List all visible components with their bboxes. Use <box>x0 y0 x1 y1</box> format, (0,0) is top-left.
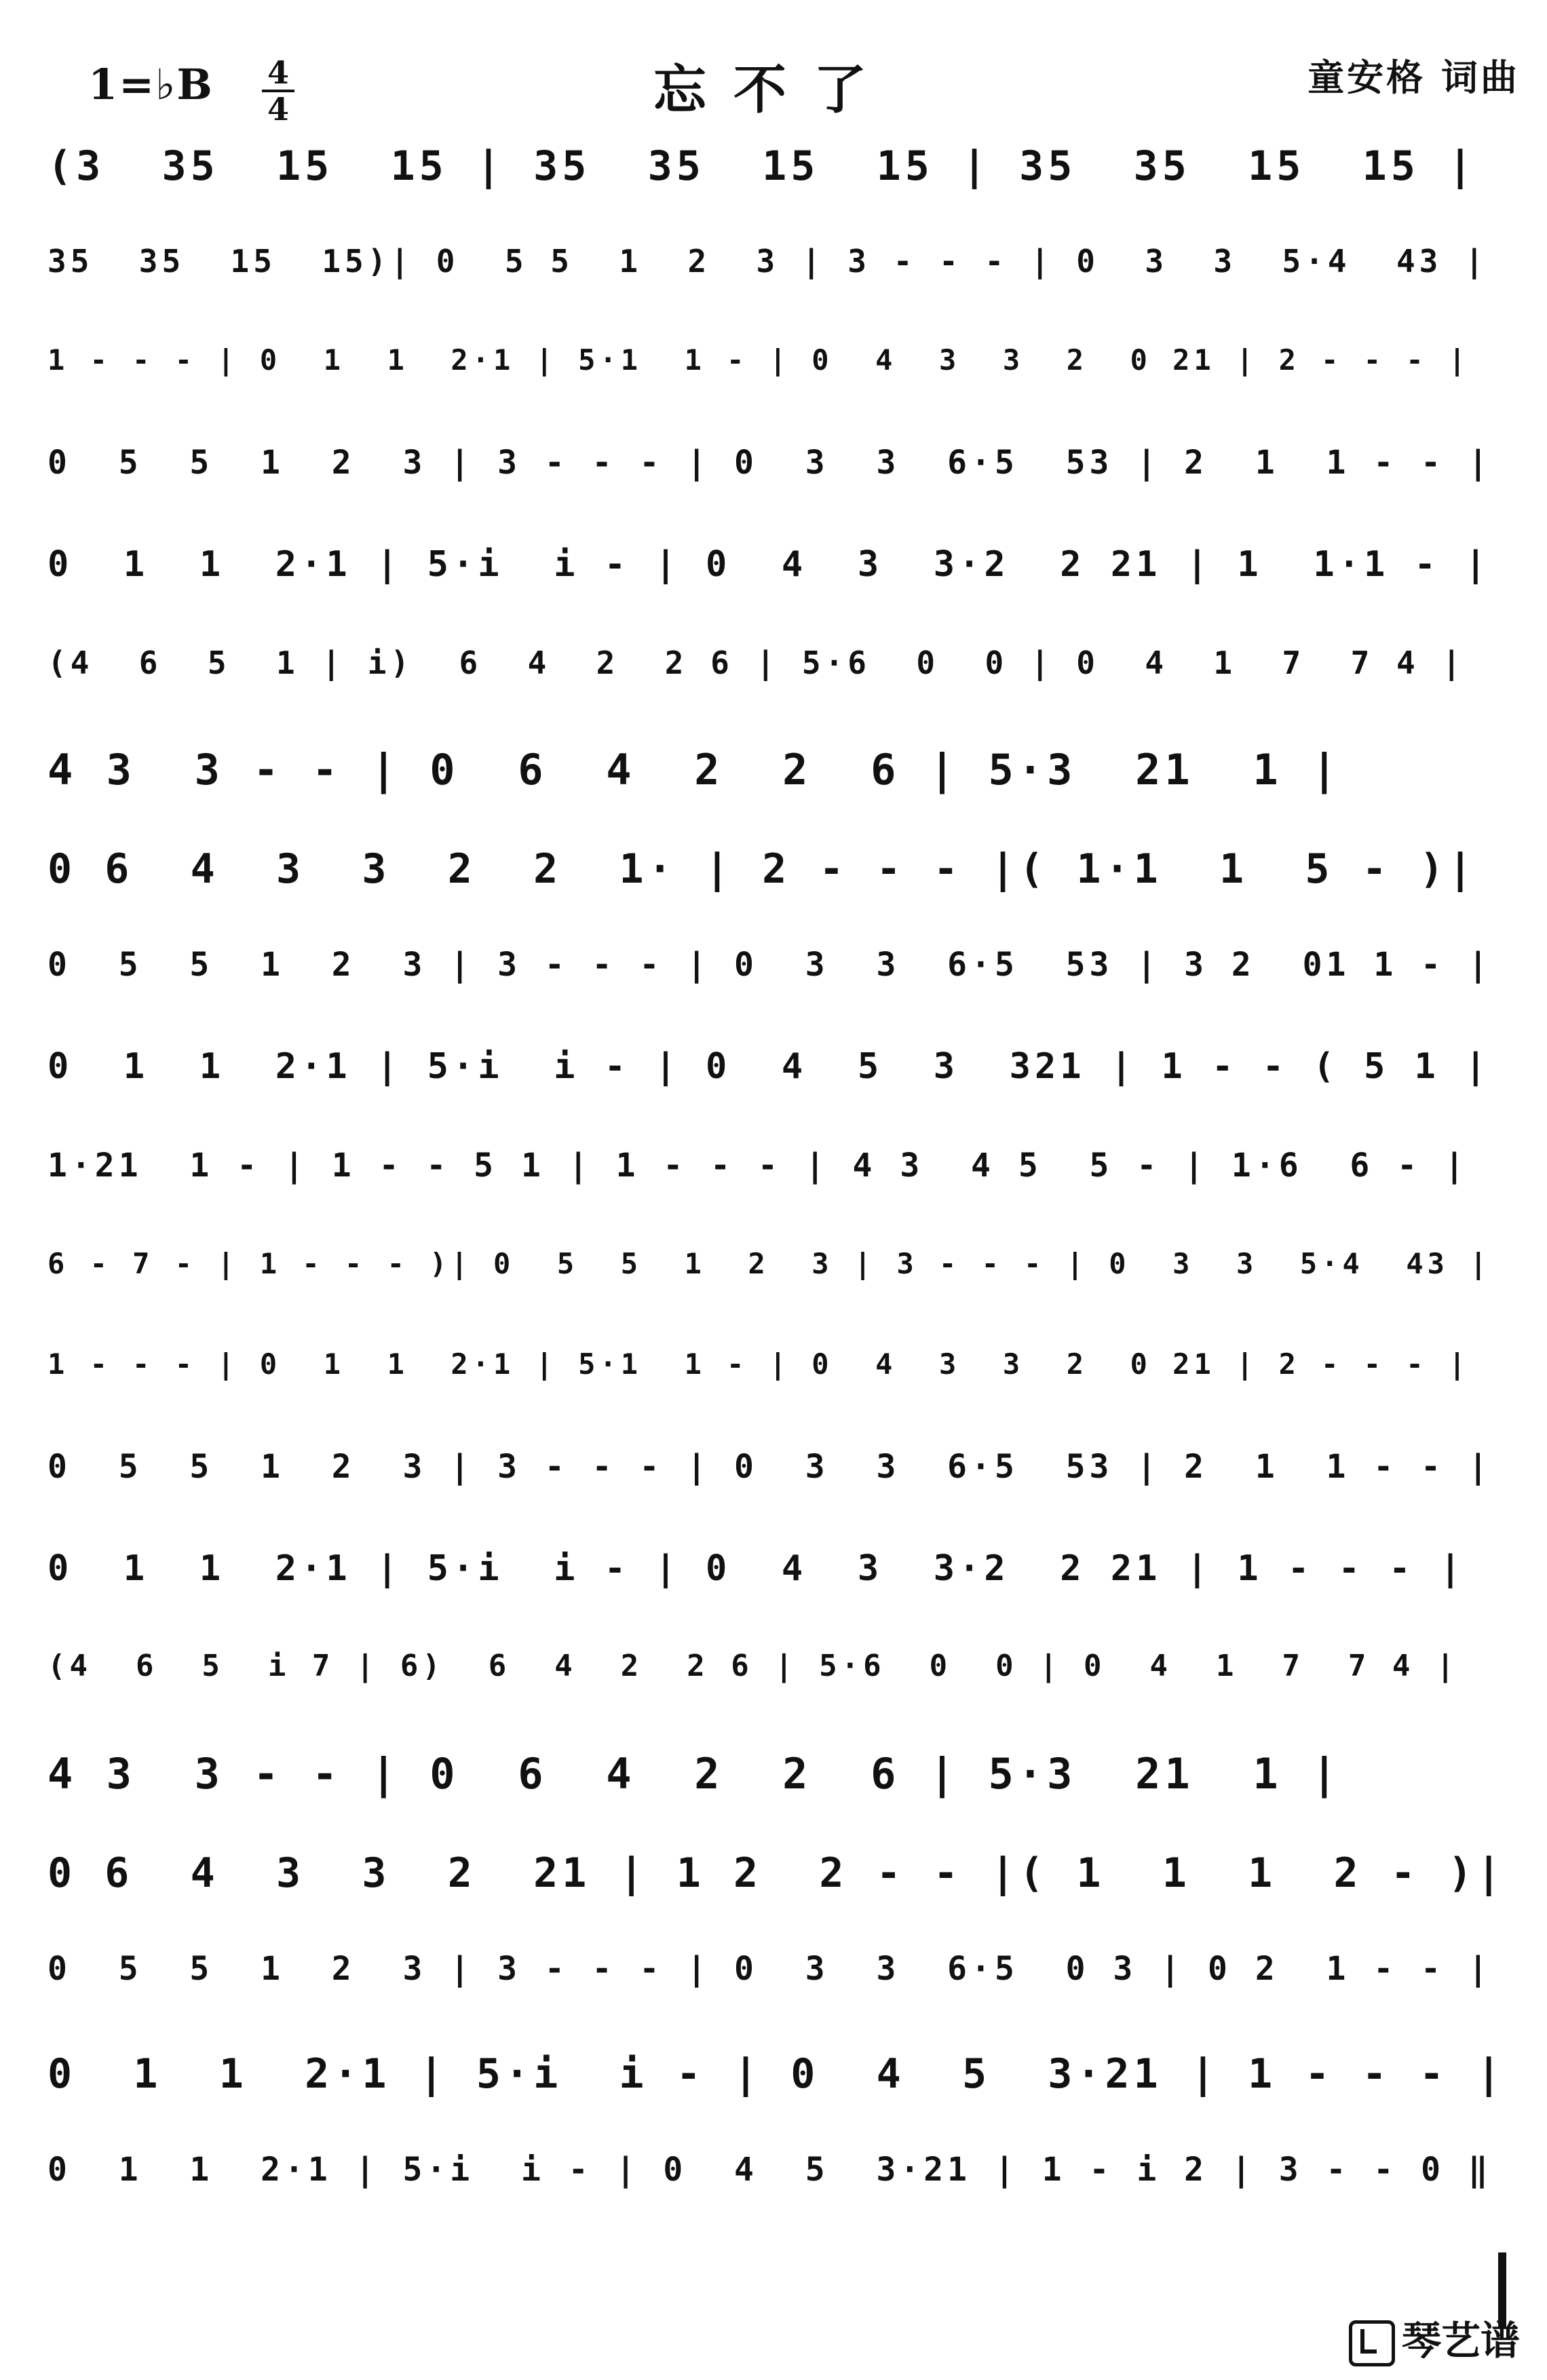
key-signature: 1=♭B <box>88 60 214 109</box>
notation-row <box>41 1541 1513 1609</box>
notation-line: 0 1 1 2·1 | 5·i i - | 0 4 3 3·2 2 21 | 1 1·1 - | <box>47 544 1491 585</box>
notation-line: 0 1 1 2·1 | 5·i i - | 0 4 3 3·2 2 21 | 1 - - - | <box>47 1548 1466 1589</box>
notation-line: 1 - - - | 0 1 1 2·1 | 5·1 1 - | 0 4 3 3 2 0 21 | 2 - - - | <box>47 1347 1470 1381</box>
song-title: 忘不了 <box>653 60 894 121</box>
notation-line: 0 5 5 1 2 3 | 3 - - - | 0 3 3 6·5 53 | 2 1 1 - - | <box>47 1448 1492 1486</box>
logo-icon <box>1349 2320 1395 2366</box>
notation-line: 4 3 3 - - | 0 6 4 2 2 6 | 5·3 21 1 | <box>47 745 1341 794</box>
notation-row <box>41 1341 1513 1408</box>
notation-line: 35 35 15 15)| 0 5 5 1 2 3 | 3 - - - | 0 3 3 5·4 43 | <box>47 243 1488 280</box>
notation-row <box>41 638 1513 706</box>
notation-row <box>41 236 1513 304</box>
notation-row <box>41 136 1513 204</box>
notation-line: (4 6 5 i 7 | 6) 6 4 2 2 6 | 5·6 0 0 | 0 4 1 7 7 4 | <box>47 1649 1459 1683</box>
notation-row <box>41 839 1513 906</box>
notation-line: 1 - - - | 0 1 1 2·1 | 5·1 1 - | 0 4 3 3 2 0 21 | 2 - - - | <box>47 343 1470 377</box>
notation-row <box>41 1039 1513 1107</box>
meter-bottom: 4 <box>267 91 289 128</box>
notation-row <box>41 1140 1513 1208</box>
notation-row <box>41 738 1513 806</box>
notation-row <box>41 1240 1513 1308</box>
notation-row <box>41 939 1513 1007</box>
notation-line: 0 1 1 2·1 | 5·i i - | 0 4 5 3·21 | 1 - - - | <box>47 2050 1506 2098</box>
notation-line: 0 5 5 1 2 3 | 3 - - - | 0 3 3 6·5 0 3 | 0 2 1 - - | <box>47 1950 1492 1988</box>
notation-row <box>41 1943 1513 2011</box>
notation-line: (3 35 15 15 | 35 35 15 15 | 35 35 15 15 | <box>47 142 1477 190</box>
notation-line: 0 5 5 1 2 3 | 3 - - - | 0 3 3 6·5 53 | 2 1 1 - - | <box>47 444 1492 482</box>
notation-row <box>41 437 1513 505</box>
notation-line: (4 6 5 1 | i) 6 4 2 2 6 | 5·6 0 0 | 0 4 1 7 7 4 | <box>47 645 1466 681</box>
notation-row <box>41 2043 1513 2111</box>
notation-line: 1·21 1 - | 1 - - 5 1 | 1 - - - | 4 3 4 5 5 - | 1·6 6 - | <box>47 1147 1468 1185</box>
notation-row <box>41 1742 1513 1810</box>
notation-row <box>41 1441 1513 1509</box>
score-header <box>0 0 1547 129</box>
composer-credit: 童安格 词曲 <box>1307 56 1520 99</box>
notation-row <box>41 2144 1513 2212</box>
notation-line: 0 6 4 3 3 2 2 1· | 2 - - - |( 1·1 1 5 - )| <box>47 845 1477 893</box>
notation-line: 6 - 7 - | 1 - - - )| 0 5 5 1 2 3 | 3 - - - | 0 3 3 5·4 43 | <box>47 1247 1491 1280</box>
site-logo <box>1349 2309 1520 2366</box>
notation-line: 0 5 5 1 2 3 | 3 - - - | 0 3 3 6·5 53 | 3 2 01 1 - | <box>47 946 1492 984</box>
notation-row <box>41 1843 1513 1911</box>
logo-text: 琴艺谱 <box>1401 2318 1520 2364</box>
notation-line: 0 1 1 2·1 | 5·i i - | 0 4 5 3·21 | 1 - i 2 | 3 - - 0 ‖ <box>47 2151 1492 2189</box>
notation-row <box>41 1642 1513 1710</box>
notation-line: 4 3 3 - - | 0 6 4 2 2 6 | 5·3 21 1 | <box>47 1749 1341 1799</box>
notation-row <box>41 537 1513 605</box>
notation-row <box>41 337 1513 404</box>
meter-top: 4 <box>267 54 289 91</box>
notation-line: 0 1 1 2·1 | 5·i i - | 0 4 5 3 321 | 1 - - ( 5 1 | <box>47 1046 1491 1087</box>
notation-line: 0 6 4 3 3 2 21 | 1 2 2 - - |( 1 1 1 2 - )| <box>47 1849 1506 1897</box>
